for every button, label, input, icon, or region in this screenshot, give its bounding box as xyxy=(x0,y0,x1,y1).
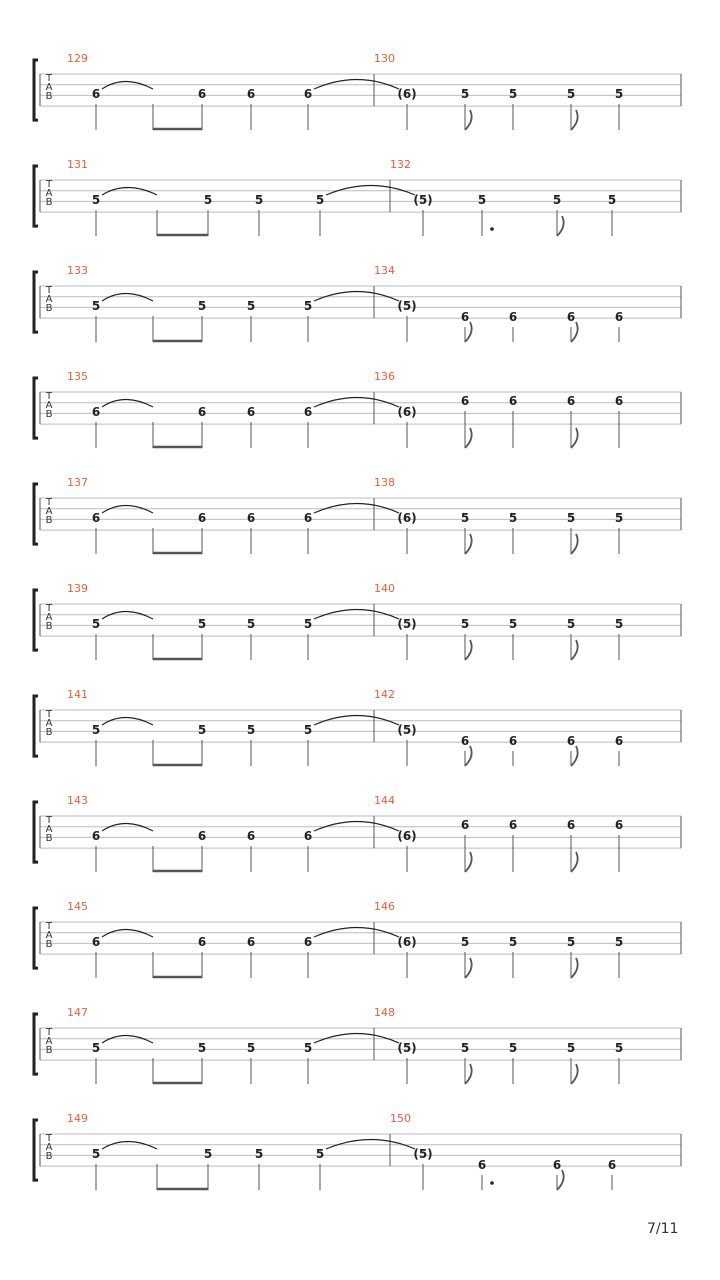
fret-number: 6 xyxy=(303,829,313,843)
tab-clef-letter: B xyxy=(45,409,53,420)
fret-number: 5 xyxy=(508,935,518,949)
measure-number: 136 xyxy=(374,370,395,383)
note-flag xyxy=(571,1064,578,1084)
fret-number: 5 xyxy=(203,193,213,207)
fret-number: 5 xyxy=(460,1041,470,1055)
note-flag xyxy=(465,1064,472,1084)
measure-number: 148 xyxy=(374,1006,395,1019)
tab-system xyxy=(34,1006,681,1084)
fret-number: 6 xyxy=(614,310,624,324)
fret-number: 6 xyxy=(566,310,576,324)
measure-number: 145 xyxy=(67,900,88,913)
fret-number: 5 xyxy=(508,87,518,101)
fret-number: 5 xyxy=(566,1041,576,1055)
tied-fret-number: (6) xyxy=(397,935,417,949)
note-flag xyxy=(557,216,564,236)
fret-number: 6 xyxy=(460,818,470,832)
fret-number: 5 xyxy=(477,193,487,207)
fret-number: 5 xyxy=(508,1041,518,1055)
system-bracket xyxy=(34,484,38,544)
tab-clef-letter: A xyxy=(45,1142,53,1153)
tab-clef-letter: A xyxy=(45,82,53,93)
tied-fret-number: (5) xyxy=(397,617,417,631)
fret-number: 5 xyxy=(254,1147,264,1161)
fret-number: 6 xyxy=(91,935,101,949)
fret-number: 6 xyxy=(508,310,518,324)
rhythm-dot xyxy=(490,1181,494,1185)
measure-number: 147 xyxy=(67,1006,88,1019)
tied-fret-number: (6) xyxy=(397,829,417,843)
fret-number: 5 xyxy=(91,1041,101,1055)
note-flag xyxy=(557,1170,564,1190)
fret-number: 5 xyxy=(303,723,313,737)
fret-number: 5 xyxy=(607,193,617,207)
tab-system xyxy=(34,476,681,554)
fret-number: 5 xyxy=(508,617,518,631)
fret-number: 6 xyxy=(460,734,470,748)
tie-arc xyxy=(102,930,153,938)
measure-number: 133 xyxy=(67,264,88,277)
fret-number: 6 xyxy=(246,511,256,525)
note-flag xyxy=(465,534,472,554)
fret-number: 6 xyxy=(246,87,256,101)
fret-number: 6 xyxy=(91,405,101,419)
measure-number: 137 xyxy=(67,476,88,489)
tab-system xyxy=(34,688,681,766)
tab-clef-letter: T xyxy=(45,497,53,508)
page-number: 7/11 xyxy=(647,1221,679,1237)
fret-number: 5 xyxy=(197,723,207,737)
tab-clef-letter: A xyxy=(45,506,53,517)
fret-number: 6 xyxy=(508,394,518,408)
fret-number: 5 xyxy=(303,299,313,313)
fret-number: 5 xyxy=(552,193,562,207)
tab-clef-letter: B xyxy=(45,197,53,208)
system-bracket xyxy=(34,272,38,332)
fret-number: 6 xyxy=(566,734,576,748)
tab-clef-letter: B xyxy=(45,1045,53,1056)
tab-clef-letter: A xyxy=(45,718,53,729)
tab-clef-letter: B xyxy=(45,91,53,102)
tie-arc xyxy=(102,400,153,408)
tab-system xyxy=(34,52,681,130)
fret-number: 5 xyxy=(566,935,576,949)
fret-number: 6 xyxy=(614,818,624,832)
fret-number: 5 xyxy=(460,617,470,631)
fret-number: 6 xyxy=(477,1158,487,1172)
tied-fret-number: (6) xyxy=(397,87,417,101)
fret-number: 6 xyxy=(197,511,207,525)
note-flag xyxy=(571,534,578,554)
tab-clef-letter: B xyxy=(45,939,53,950)
fret-number: 6 xyxy=(552,1158,562,1172)
note-flag xyxy=(465,852,472,872)
tie-arc xyxy=(102,188,157,196)
fret-number: 6 xyxy=(91,511,101,525)
fret-number: 6 xyxy=(607,1158,617,1172)
tab-system xyxy=(34,158,681,236)
measure-number: 142 xyxy=(374,688,395,701)
tab-clef-letter: A xyxy=(45,400,53,411)
fret-number: 5 xyxy=(566,511,576,525)
tied-fret-number: (5) xyxy=(413,193,433,207)
measure-number: 129 xyxy=(67,52,88,65)
note-flag xyxy=(465,110,472,130)
tab-system xyxy=(34,264,681,342)
tied-fret-number: (5) xyxy=(397,1041,417,1055)
fret-number: 6 xyxy=(246,935,256,949)
fret-number: 5 xyxy=(246,1041,256,1055)
tied-fret-number: (6) xyxy=(397,511,417,525)
measure-number: 135 xyxy=(67,370,88,383)
fret-number: 5 xyxy=(614,935,624,949)
fret-number: 6 xyxy=(614,394,624,408)
tab-clef-letter: T xyxy=(45,1133,53,1144)
fret-number: 5 xyxy=(91,617,101,631)
measure-number: 130 xyxy=(374,52,395,65)
fret-number: 6 xyxy=(460,394,470,408)
fret-number: 6 xyxy=(303,405,313,419)
tied-fret-number: (5) xyxy=(413,1147,433,1161)
tab-system xyxy=(34,370,681,448)
fret-number: 5 xyxy=(315,1147,325,1161)
tab-clef-letter: A xyxy=(45,294,53,305)
tab-clef-letter: T xyxy=(45,391,53,402)
measure-number: 132 xyxy=(390,158,411,171)
tied-fret-number: (5) xyxy=(397,723,417,737)
fret-number: 6 xyxy=(303,511,313,525)
tab-clef-letter: T xyxy=(45,709,53,720)
system-bracket xyxy=(34,378,38,438)
tab-clef-letter: T xyxy=(45,73,53,84)
fret-number: 5 xyxy=(91,723,101,737)
tie-arc xyxy=(102,718,153,726)
fret-number: 5 xyxy=(614,617,624,631)
tie-arc xyxy=(102,1142,157,1150)
measure-number: 150 xyxy=(390,1112,411,1125)
fret-number: 5 xyxy=(614,511,624,525)
tab-clef-letter: B xyxy=(45,303,53,314)
note-flag xyxy=(465,428,472,448)
rhythm-dot xyxy=(490,227,494,231)
fret-number: 5 xyxy=(197,1041,207,1055)
tab-clef-letter: T xyxy=(45,179,53,190)
tab-clef-letter: A xyxy=(45,188,53,199)
system-bracket xyxy=(34,802,38,862)
fret-number: 5 xyxy=(91,1147,101,1161)
tie-arc xyxy=(102,824,153,832)
measure-number: 143 xyxy=(67,794,88,807)
fret-number: 5 xyxy=(315,193,325,207)
tab-clef-letter: A xyxy=(45,930,53,941)
fret-number: 5 xyxy=(614,1041,624,1055)
fret-number: 5 xyxy=(197,617,207,631)
measure-number: 138 xyxy=(374,476,395,489)
fret-number: 5 xyxy=(246,299,256,313)
fret-number: 5 xyxy=(566,617,576,631)
fret-number: 6 xyxy=(566,818,576,832)
tab-clef-letter: T xyxy=(45,815,53,826)
tab-clef-letter: B xyxy=(45,833,53,844)
system-bracket xyxy=(34,908,38,968)
note-flag xyxy=(571,746,578,766)
tab-clef-letter: T xyxy=(45,921,53,932)
fret-number: 6 xyxy=(197,935,207,949)
fret-number: 6 xyxy=(508,734,518,748)
fret-number: 6 xyxy=(246,829,256,843)
fret-number: 6 xyxy=(566,394,576,408)
note-flag xyxy=(571,428,578,448)
fret-number: 5 xyxy=(460,935,470,949)
fret-number: 5 xyxy=(203,1147,213,1161)
system-bracket xyxy=(34,696,38,756)
system-bracket xyxy=(34,590,38,650)
tab-clef-letter: T xyxy=(45,603,53,614)
fret-number: 5 xyxy=(566,87,576,101)
tab-system xyxy=(34,582,681,660)
tie-arc xyxy=(102,82,153,90)
note-flag xyxy=(465,958,472,978)
note-flag xyxy=(571,640,578,660)
tie-arc xyxy=(102,612,153,620)
tab-clef-letter: B xyxy=(45,727,53,738)
measure-number: 131 xyxy=(67,158,88,171)
fret-number: 5 xyxy=(246,723,256,737)
fret-number: 6 xyxy=(197,405,207,419)
fret-number: 6 xyxy=(91,829,101,843)
tab-clef-letter: A xyxy=(45,612,53,623)
fret-number: 5 xyxy=(460,87,470,101)
system-bracket xyxy=(34,1120,38,1180)
system-bracket xyxy=(34,1014,38,1074)
measure-number: 140 xyxy=(374,582,395,595)
measure-number: 146 xyxy=(374,900,395,913)
note-flag xyxy=(465,640,472,660)
fret-number: 6 xyxy=(91,87,101,101)
tab-clef-letter: B xyxy=(45,1151,53,1162)
tie-arc xyxy=(102,1036,153,1044)
fret-number: 5 xyxy=(508,511,518,525)
fret-number: 6 xyxy=(508,818,518,832)
note-flag xyxy=(571,852,578,872)
fret-number: 6 xyxy=(303,935,313,949)
note-flag xyxy=(571,110,578,130)
fret-number: 5 xyxy=(197,299,207,313)
system-bracket xyxy=(34,166,38,226)
tab-clef-letter: A xyxy=(45,824,53,835)
tab-clef-letter: B xyxy=(45,621,53,632)
fret-number: 6 xyxy=(614,734,624,748)
fret-number: 6 xyxy=(303,87,313,101)
fret-number: 5 xyxy=(91,299,101,313)
fret-number: 6 xyxy=(246,405,256,419)
measure-number: 134 xyxy=(374,264,395,277)
tied-fret-number: (5) xyxy=(397,299,417,313)
tab-clef-letter: T xyxy=(45,285,53,296)
fret-number: 5 xyxy=(614,87,624,101)
measure-number: 149 xyxy=(67,1112,88,1125)
measure-number: 141 xyxy=(67,688,88,701)
tab-system xyxy=(34,900,681,978)
fret-number: 6 xyxy=(197,829,207,843)
fret-number: 6 xyxy=(197,87,207,101)
note-flag xyxy=(465,322,472,342)
tab-clef-letter: A xyxy=(45,1036,53,1047)
tab-system xyxy=(34,794,681,872)
tab-clef-letter: T xyxy=(45,1027,53,1038)
tie-arc xyxy=(102,294,153,302)
measure-number: 144 xyxy=(374,794,395,807)
fret-number: 5 xyxy=(254,193,264,207)
tab-system xyxy=(34,1112,681,1190)
note-flag xyxy=(571,322,578,342)
tie-arc xyxy=(102,506,153,514)
note-flag xyxy=(571,958,578,978)
fret-number: 5 xyxy=(303,617,313,631)
tied-fret-number: (6) xyxy=(397,405,417,419)
note-flag xyxy=(465,746,472,766)
fret-number: 5 xyxy=(303,1041,313,1055)
fret-number: 5 xyxy=(246,617,256,631)
tab-clef-letter: B xyxy=(45,515,53,526)
system-bracket xyxy=(34,60,38,120)
measure-number: 139 xyxy=(67,582,88,595)
fret-number: 5 xyxy=(460,511,470,525)
fret-number: 6 xyxy=(460,310,470,324)
fret-number: 5 xyxy=(91,193,101,207)
